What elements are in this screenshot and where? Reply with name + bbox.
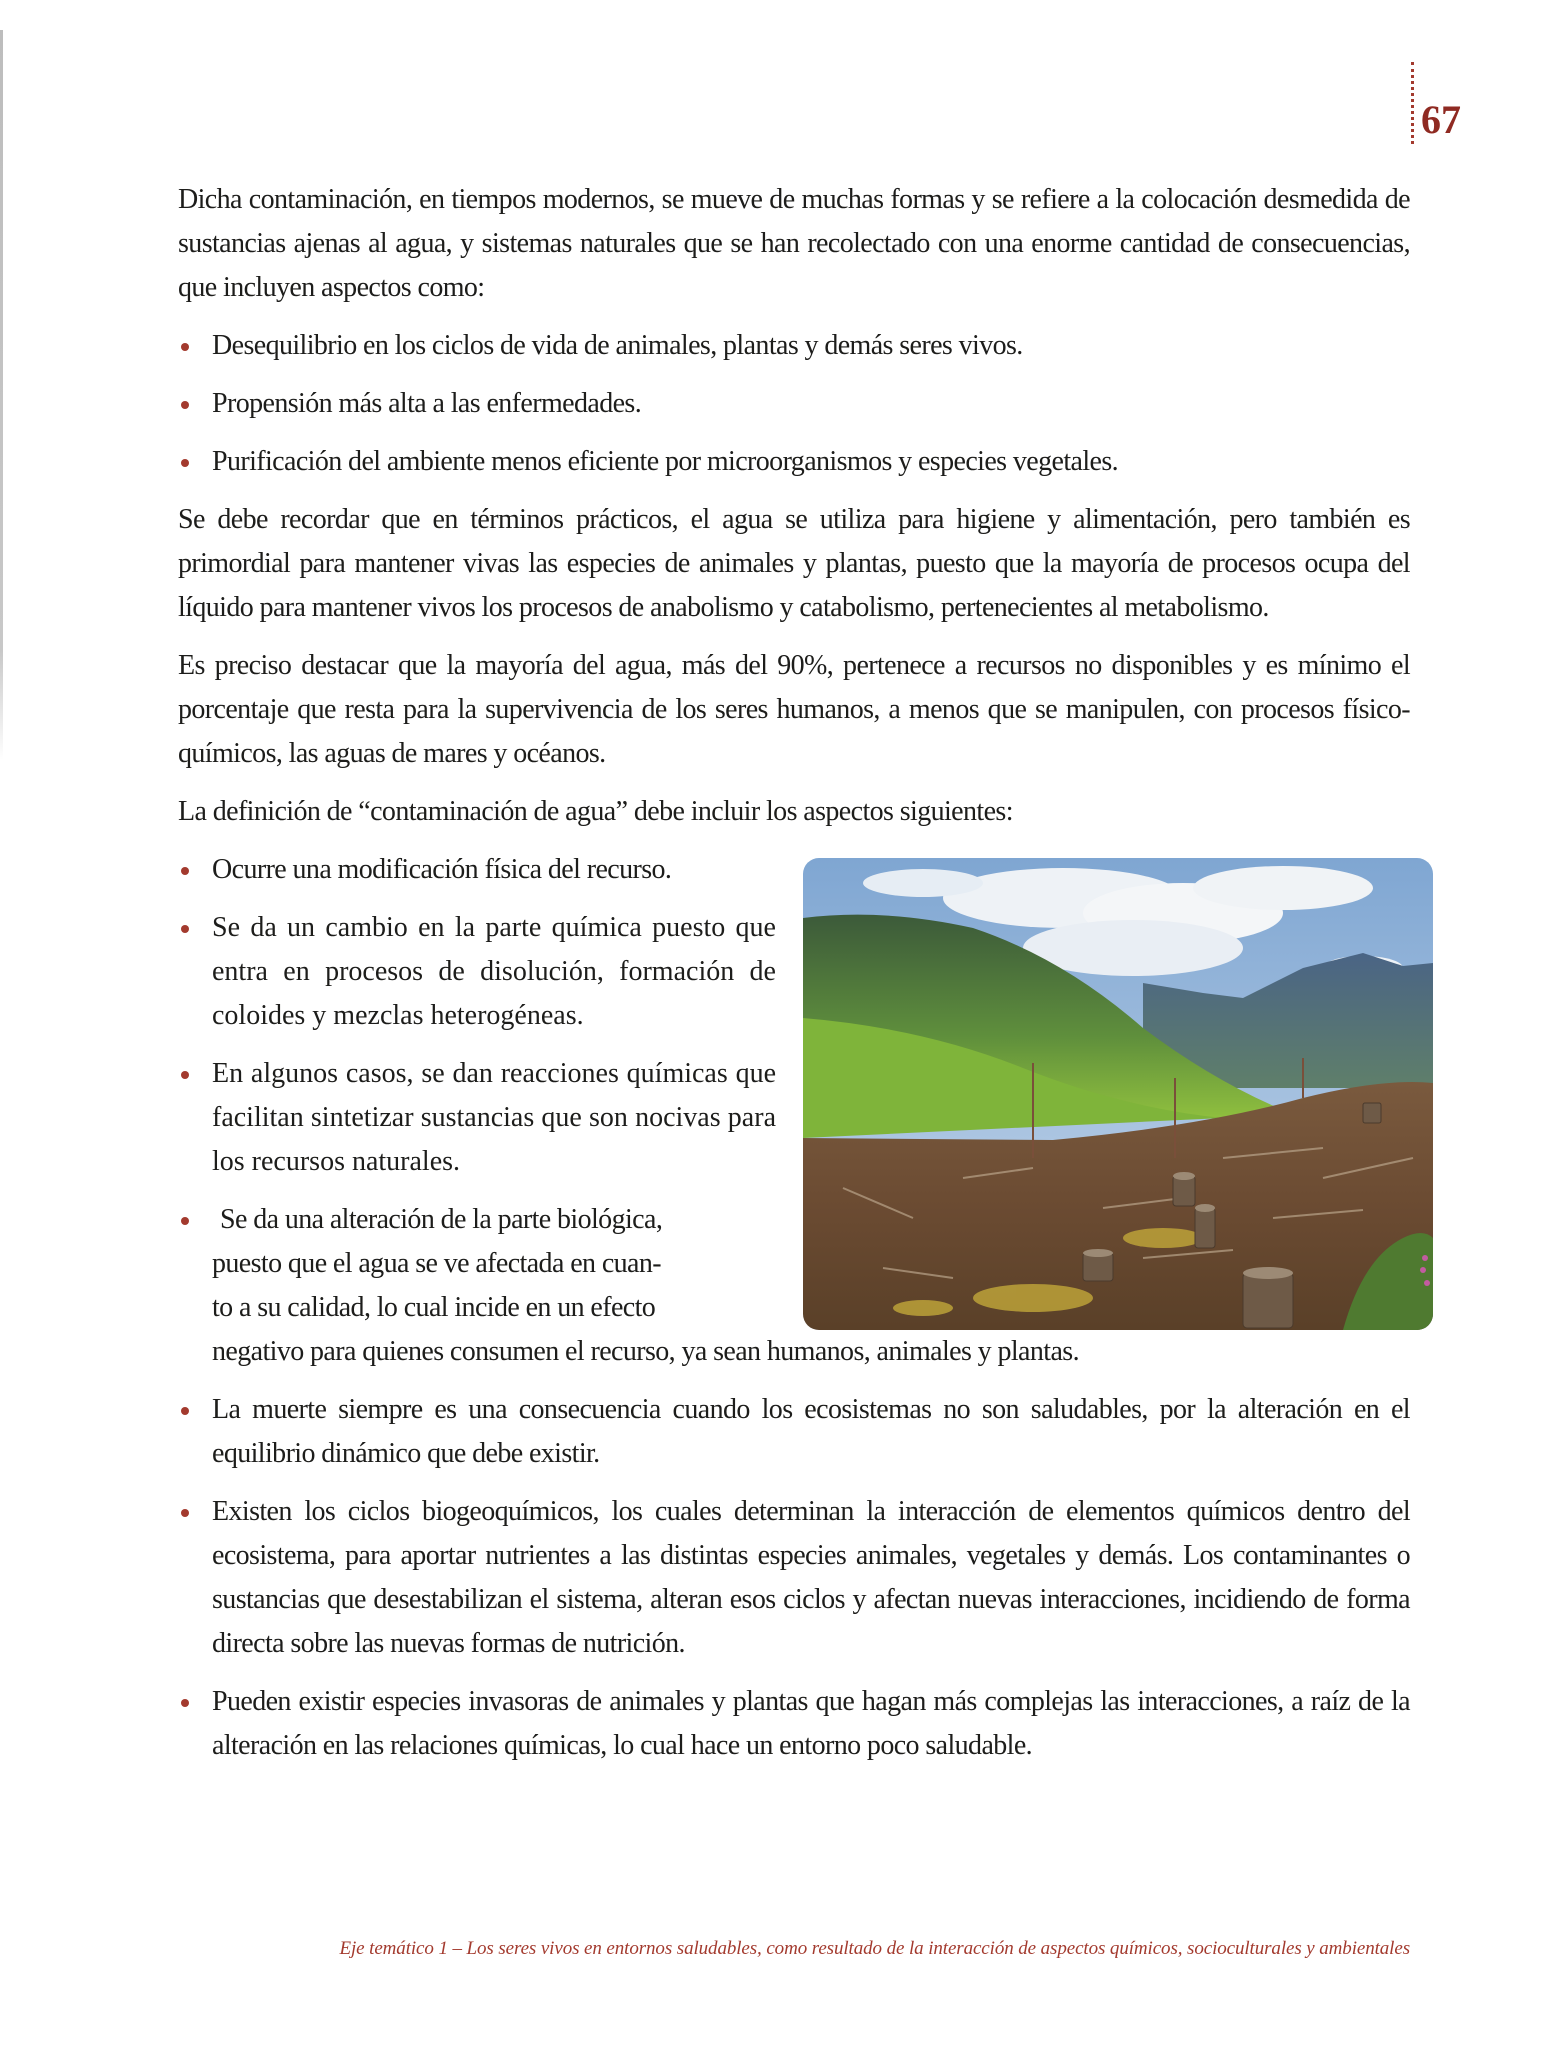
bullet-icon [181,343,189,351]
list-item [178,1388,1410,1476]
list-item [178,1198,1410,1374]
list-item [178,382,1410,426]
list-item [178,906,776,1038]
list-item-text: Existen los ciclos biogeoquímicos, los cuales determinan la interacción de elementos químicos dentro del ecosistema, para aportar nutrientes a las distintas especies animales, vegetales y demás. Los contaminantes o sustancias que desestabilizan el sistema, alteran esos ciclos y afectan nuevas interacciones, incidiendo de forma directa sobre las nuevas formas de nutrición. [212,1496,1410,1659]
list-item-text: En algunos casos, se dan reacciones químicas que facilitan sintetizar sustancias que son nocivas para los recursos naturales. [212,1058,776,1177]
list-item [178,1680,1410,1768]
list-item-text: Ocurre una modificación física del recurso. [212,854,672,885]
page-number: 67 [1421,97,1461,142]
list-item [178,1490,1410,1666]
running-footer: Eje temático 1 – Los seres vivos en entornos saludables, como resultado de la interacción de aspectos químicos, socioculturales y ambientales [339,1938,1410,1959]
paragraph-water-availability: Es preciso destacar que la mayoría del agua, más del 90%, pertenece a recursos no disponibles y es mínimo el porcentaje que resta para la supervivencia de los seres humanos, a menos que se manipulen, con procesos físico-químicos, las aguas de mares y océanos. [178,650,1410,769]
bullet-icon [181,867,189,875]
paragraph-water-uses: Se debe recordar que en términos prácticos, el agua se utiliza para higiene y alimentación, pero también es primordial para mantener vivas las especies de animales y plantas, puesto que la mayoría de procesos ocupa del líquido para mantener vivos los procesos de anabolismo y catabolismo, pertenecientes al metabolismo. [178,504,1410,623]
list-item-text: Propensión más alta a las enfermedades. [212,388,642,419]
bullet-icon [181,1699,189,1707]
page-edge-shadow [0,30,3,760]
list-item-text: La muerte siempre es una consecuencia cuando los ecosistemas no son saludables, por la alteración en el equilibrio dinámico que debe existir. [212,1394,1410,1469]
list-item [178,848,776,892]
paragraph-intro: Dicha contaminación, en tiempos modernos, se mueve de muchas formas y se refiere a la colocación desmedida de sustancias ajenas al agua, y sistemas naturales que se han recolectado con una enorme cantidad de consecuencias, que incluyen aspectos como: [178,184,1410,303]
list-item-text: Purificación del ambiente menos eficiente por microorganismos y especies vegetales. [212,446,1119,477]
main-content [178,178,1410,1782]
consequences-list [178,324,1410,484]
list-item-text-line: Se da una alteración de la parte biológica, [220,1204,663,1235]
bullet-icon [181,401,189,409]
bullet-icon [181,925,189,933]
definition-section [178,848,1410,1768]
bullet-icon [181,1407,189,1415]
bullet-icon [181,459,189,467]
list-item-text: Se da un cambio en la parte química puesto que entra en procesos de disolución, formación de coloides y mezclas heterogéneas. [212,912,776,1031]
bullet-icon [181,1509,189,1517]
list-item-text-line: puesto que el agua se ve afectada en cuan- [212,1248,661,1279]
list-item-text: Pueden existir especies invasoras de animales y plantas que hagan más complejas las interacciones, a raíz de la alteración en las relaciones químicas, lo cual hace un entorno poco saludable. [212,1686,1410,1761]
contamination-definition-list-continued [178,1198,1410,1768]
bullet-icon [181,1071,189,1079]
paragraph-definition-intro: La definición de “contaminación de agua” debe incluir los aspectos siguientes: [178,796,1013,827]
list-item [178,1052,776,1184]
list-item [178,440,1410,484]
list-item [178,324,1410,368]
bullet-icon [181,1217,189,1225]
list-item-text-line: negativo para quienes consumen el recurso, ya sean humanos, animales y plantas. [212,1336,1079,1367]
page-number-dotted-rule [1411,62,1414,144]
list-item-text-line: to a su calidad, lo cual incide en un efecto [212,1292,656,1323]
list-item-text: Desequilibrio en los ciclos de vida de animales, plantas y demás seres vivos. [212,330,1023,361]
